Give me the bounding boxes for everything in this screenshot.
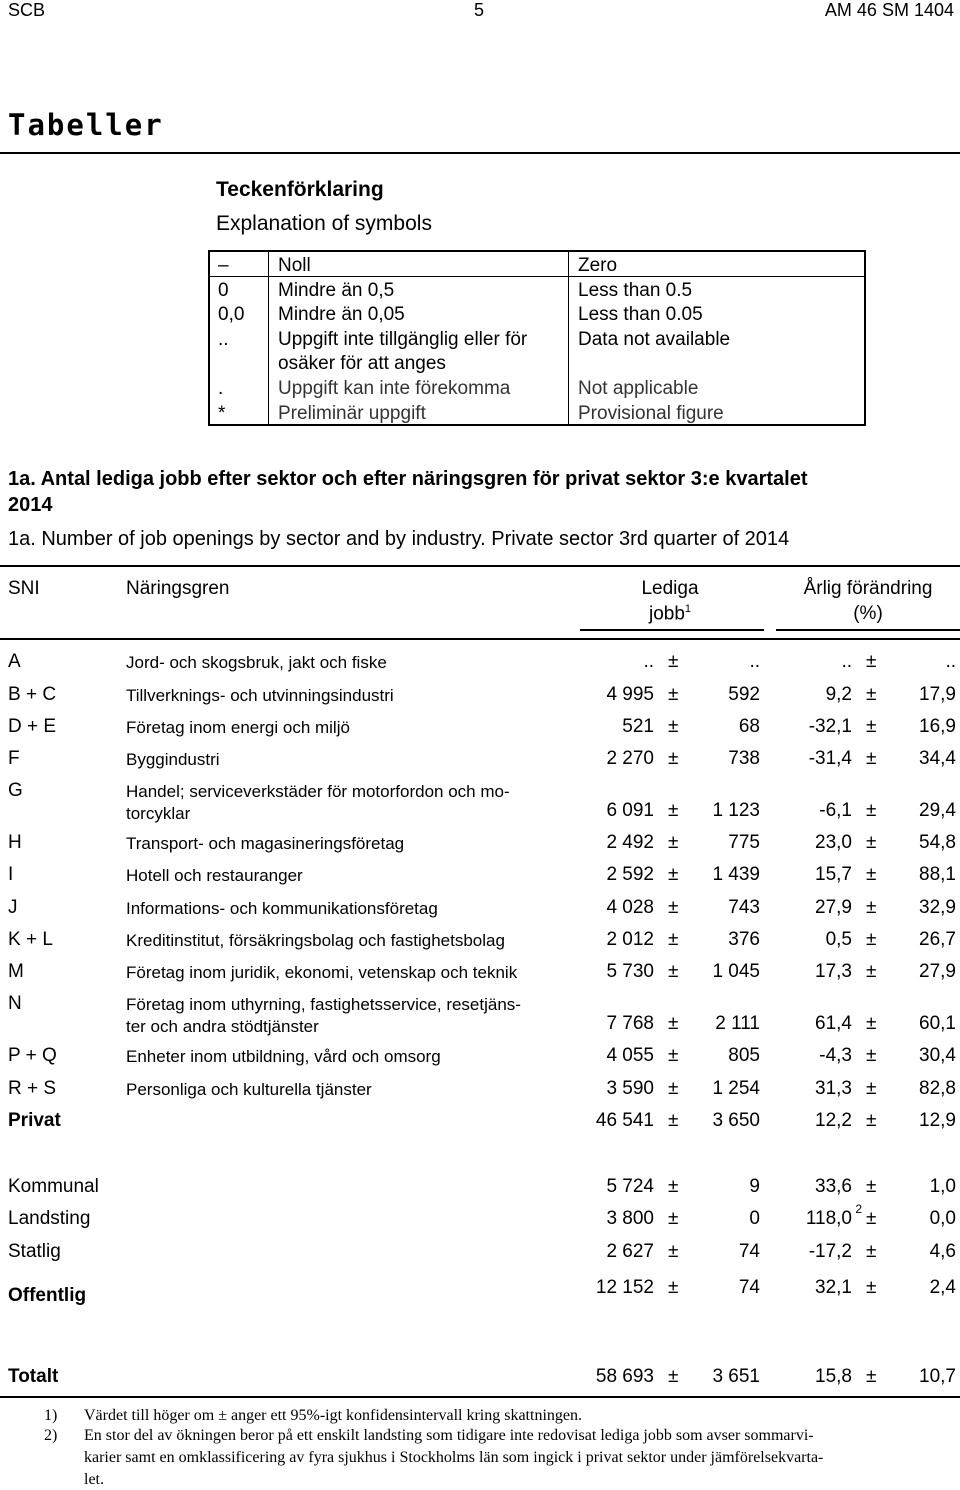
footnote-2-line-1: En stor del av ökningen beror på ett enskilt landsting som tidigare inte redovisat lediga jobb som avser sommarvi- <box>84 1427 814 1444</box>
col-header-change: Årlig förändring <box>803 578 933 599</box>
cell-sni: H <box>8 832 22 853</box>
cell-jobs: 46 541 <box>595 1110 654 1131</box>
plus-minus: ± <box>668 832 679 853</box>
cell-industry: Informations- och kommunikationsföretag <box>126 899 438 918</box>
cell-change-ci: 29,4 <box>919 800 956 821</box>
plus-minus: ± <box>866 1277 877 1298</box>
cell-change-ci: 16,9 <box>919 716 956 737</box>
cell-jobs: 4 028 <box>606 897 654 918</box>
cell-jobs: 5 730 <box>606 961 654 982</box>
plus-minus: ± <box>866 684 877 705</box>
cell-jobs-ci: 74 <box>738 1241 760 1262</box>
plus-minus: ± <box>668 929 679 950</box>
legend-en: Provisional figure <box>578 403 724 424</box>
cell-jobs: 58 693 <box>595 1366 654 1387</box>
cell-industry-cont: torcyklar <box>126 804 191 823</box>
cell-industry: Personliga och kulturella tjänster <box>126 1080 372 1099</box>
plus-minus: ± <box>668 748 679 769</box>
cell-jobs: 5 724 <box>606 1176 654 1197</box>
cell-sector: Landsting <box>8 1208 91 1229</box>
jobs-header-rule <box>580 629 764 631</box>
cell-jobs: 2 270 <box>606 748 654 769</box>
plus-minus: ± <box>866 1241 877 1262</box>
plus-minus: ± <box>668 961 679 982</box>
cell-jobs-ci: 376 <box>728 929 760 950</box>
cell-jobs-ci: 0 <box>749 1208 760 1229</box>
col-header-sni: SNI <box>8 578 40 599</box>
cell-change-ci: 60,1 <box>919 1013 956 1034</box>
cell-industry: Handel; serviceverkstäder för motorfordon och mo- <box>126 782 510 801</box>
legend-symbol: .. <box>218 329 229 350</box>
plus-minus: ± <box>668 1176 679 1197</box>
cell-sni: G <box>8 780 23 801</box>
plus-minus: ± <box>668 651 679 672</box>
legend-en: Less than 0.05 <box>578 304 703 325</box>
legend-symbol: 0,0 <box>218 304 245 325</box>
cell-change: 32,1 <box>815 1277 852 1298</box>
legend-title: Teckenförklaring <box>216 178 384 201</box>
col-header-name: Näringsgren <box>126 578 230 599</box>
cell-change-ci: 10,7 <box>919 1366 956 1387</box>
cell-jobs-ci: 68 <box>738 716 760 737</box>
plus-minus: ± <box>668 1241 679 1262</box>
page-title: Tabeller <box>8 108 164 142</box>
cell-change-ci: .. <box>945 651 956 672</box>
footnote-1-number: 1) <box>44 1407 58 1424</box>
footnote-2-number: 2) <box>44 1427 58 1444</box>
cell-jobs-ci: 3 651 <box>712 1366 760 1387</box>
cell-jobs: 2 492 <box>606 832 654 853</box>
table-caption-en: 1a. Number of job openings by sector and by industry. Private sector 3rd quarter of 2014 <box>8 528 790 550</box>
cell-change-ci: 4,6 <box>929 1241 956 1262</box>
cell-jobs-ci: 9 <box>749 1176 760 1197</box>
cell-jobs: 2 592 <box>606 864 654 885</box>
cell-change-ci: 34,4 <box>919 748 956 769</box>
plus-minus: ± <box>668 1208 679 1229</box>
plus-minus: ± <box>668 1366 679 1387</box>
cell-jobs-ci: 775 <box>728 832 760 853</box>
legend-sv: Uppgift inte tillgänglig eller för <box>278 329 528 350</box>
cell-change: -17,2 <box>808 1241 852 1262</box>
legend-sv: Mindre än 0,05 <box>278 304 405 325</box>
cell-change: .. <box>841 651 852 672</box>
cell-change-ci: 26,7 <box>919 929 956 950</box>
legend-subtitle: Explanation of symbols <box>216 212 432 235</box>
legend-en: Data not available <box>578 329 731 350</box>
cell-sni: B + C <box>8 684 57 705</box>
cell-change: 31,3 <box>815 1078 852 1099</box>
legend-table <box>208 250 866 426</box>
cell-sni: Privat <box>8 1110 61 1131</box>
cell-sni: F <box>8 748 20 769</box>
plus-minus: ± <box>866 800 877 821</box>
legend-sv: Noll <box>278 255 311 276</box>
cell-industry: Företag inom uthyrning, fastighetsservice, resetjäns- <box>126 995 521 1014</box>
title-rule <box>0 152 960 154</box>
plus-minus: ± <box>866 1078 877 1099</box>
legend-symbol: 0 <box>218 280 229 301</box>
legend-sv: Preliminär uppgift <box>278 403 426 424</box>
cell-industry: Jord- och skogsbruk, jakt och fiske <box>126 653 387 672</box>
plus-minus: ± <box>866 1366 877 1387</box>
table-top-rule <box>0 565 960 567</box>
plus-minus: ± <box>866 929 877 950</box>
plus-minus: ± <box>866 1176 877 1197</box>
footnote-2-line-2: karier samt en omklassificering av fyra sjukhus i Stockholms län som ingick i privat sektor under jämförelsekvarta- <box>84 1449 824 1466</box>
plus-minus: ± <box>668 1110 679 1131</box>
cell-change: 118,0 <box>805 1208 852 1229</box>
cell-industry: Företag inom energi och miljö <box>126 718 350 737</box>
table-caption-sv-cont: 2014 <box>8 494 53 516</box>
legend-en: Not applicable <box>578 378 699 399</box>
col-header-change-2: (%) <box>853 603 883 624</box>
plus-minus: ± <box>668 684 679 705</box>
cell-change-ci: 27,9 <box>919 961 956 982</box>
cell-change: 15,8 <box>815 1366 852 1387</box>
cell-jobs-ci: 1 045 <box>712 961 760 982</box>
cell-industry-cont: ter och andra stödtjänster <box>126 1017 319 1036</box>
plus-minus: ± <box>668 716 679 737</box>
cell-jobs-ci: 743 <box>728 897 760 918</box>
cell-industry: Kreditinstitut, försäkringsbolag och fastighetsbolag <box>126 931 505 950</box>
table-header-rule <box>0 638 960 640</box>
col-header-jobs: Lediga <box>641 578 699 599</box>
cell-jobs: 2 012 <box>606 929 654 950</box>
cell-change: -31,4 <box>808 748 852 769</box>
legend-sv-cont: osäker för att anges <box>278 353 446 374</box>
cell-total-label: Totalt <box>8 1366 59 1387</box>
cell-change: -4,3 <box>819 1045 852 1066</box>
plus-minus: ± <box>866 897 877 918</box>
cell-change: 23,0 <box>815 832 852 853</box>
plus-minus: ± <box>866 1110 877 1131</box>
page-number: 5 <box>474 0 485 20</box>
cell-jobs: .. <box>643 651 654 672</box>
table-bottom-rule <box>0 1396 960 1398</box>
legend-en: Zero <box>578 255 618 276</box>
plus-minus: ± <box>866 961 877 982</box>
plus-minus: ± <box>668 1013 679 1034</box>
cell-change: 27,9 <box>815 897 852 918</box>
header-left: SCB <box>8 0 46 20</box>
cell-sni: K + L <box>8 929 53 950</box>
plus-minus: ± <box>668 1277 679 1298</box>
cell-change: 9,2 <box>825 684 852 705</box>
cell-jobs: 521 <box>622 716 654 737</box>
cell-jobs-ci: 1 439 <box>712 864 760 885</box>
cell-change: -6,1 <box>819 800 852 821</box>
cell-change-ci: 1,0 <box>929 1176 956 1197</box>
plus-minus: ± <box>668 1045 679 1066</box>
legend-symbol: – <box>218 255 229 276</box>
legend-symbol: * <box>218 403 226 424</box>
plus-minus: ± <box>668 897 679 918</box>
cell-jobs: 12 152 <box>595 1277 654 1298</box>
cell-change: 61,4 <box>815 1013 852 1034</box>
cell-sni: I <box>8 864 14 885</box>
cell-change-ci: 17,9 <box>919 684 956 705</box>
cell-change-ci: 2,4 <box>929 1277 956 1298</box>
cell-change: 17,3 <box>815 961 852 982</box>
cell-sni: N <box>8 993 22 1014</box>
legend-en: Less than 0.5 <box>578 280 693 301</box>
cell-sector: Kommunal <box>8 1176 99 1197</box>
cell-jobs: 3 590 <box>606 1078 654 1099</box>
cell-change-ci: 88,1 <box>919 864 956 885</box>
cell-industry: Byggindustri <box>126 750 220 769</box>
cell-jobs-ci: 592 <box>728 684 760 705</box>
cell-change: 12,2 <box>815 1110 852 1131</box>
cell-jobs-ci: 74 <box>738 1277 760 1298</box>
plus-minus: ± <box>866 1208 877 1229</box>
cell-industry: Transport- och magasineringsföretag <box>126 834 405 853</box>
plus-minus: ± <box>866 651 877 672</box>
legend-symbol: . <box>218 378 224 399</box>
cell-change-ci: 32,9 <box>919 897 956 918</box>
footnote-1: Värdet till höger om ± anger ett 95%-igt konfidensintervall kring skattningen. <box>84 1407 582 1424</box>
cell-change-ci: 30,4 <box>919 1045 956 1066</box>
cell-change: 15,7 <box>815 864 852 885</box>
cell-sni: M <box>8 961 24 982</box>
footnote-2-line-3: let. <box>84 1471 104 1488</box>
cell-change-ci: 12,9 <box>919 1110 956 1131</box>
plus-minus: ± <box>866 716 877 737</box>
plus-minus: ± <box>668 1078 679 1099</box>
cell-jobs: 7 768 <box>606 1013 654 1034</box>
legend-sv: Mindre än 0,5 <box>278 280 395 301</box>
footnote-ref: 2 <box>855 1202 862 1216</box>
plus-minus: ± <box>668 864 679 885</box>
cell-sector: Statlig <box>8 1241 61 1262</box>
cell-jobs-ci: 738 <box>728 748 760 769</box>
cell-change: 33,6 <box>815 1176 852 1197</box>
plus-minus: ± <box>866 864 877 885</box>
cell-jobs-ci: 2 111 <box>715 1013 760 1034</box>
legend-sv: Uppgift kan inte förekomma <box>278 378 511 399</box>
cell-sector: Offentlig <box>8 1285 87 1306</box>
cell-change-ci: 0,0 <box>929 1208 956 1229</box>
col-header-jobs-2: jobb$^1$ <box>648 603 692 625</box>
cell-sni: R + S <box>8 1078 57 1099</box>
cell-jobs: 6 091 <box>606 800 654 821</box>
cell-sni: D + E <box>8 716 57 737</box>
plus-minus: ± <box>866 1013 877 1034</box>
cell-change-ci: 82,8 <box>919 1078 956 1099</box>
table-caption-sv: 1a. Antal lediga jobb efter sektor och efter näringsgren för privat sektor 3:e kvartalet <box>8 468 808 490</box>
cell-change: 0,5 <box>825 929 852 950</box>
header-right: AM 46 SM 1404 <box>824 0 954 20</box>
cell-jobs: 4 055 <box>606 1045 654 1066</box>
change-header-rule <box>776 629 960 631</box>
cell-jobs-ci: 1 123 <box>712 800 760 821</box>
plus-minus: ± <box>866 748 877 769</box>
cell-change-ci: 54,8 <box>919 832 956 853</box>
cell-sni: P + Q <box>8 1045 57 1066</box>
cell-jobs: 3 800 <box>606 1208 654 1229</box>
cell-industry: Enheter inom utbildning, vård och omsorg <box>126 1047 441 1066</box>
cell-industry: Företag inom juridik, ekonomi, vetenskap och teknik <box>126 963 518 982</box>
cell-jobs: 4 995 <box>606 684 654 705</box>
cell-jobs-ci: 805 <box>728 1045 760 1066</box>
cell-industry: Hotell och restauranger <box>126 866 303 885</box>
plus-minus: ± <box>866 1045 877 1066</box>
plus-minus: ± <box>668 800 679 821</box>
cell-jobs-ci: 1 254 <box>712 1078 760 1099</box>
cell-jobs: 2 627 <box>606 1241 654 1262</box>
cell-jobs-ci: .. <box>749 651 760 672</box>
cell-change: -32,1 <box>808 716 852 737</box>
cell-industry: Tillverknings- och utvinningsindustri <box>126 686 394 705</box>
cell-sni: A <box>8 651 21 672</box>
cell-jobs-ci: 3 650 <box>712 1110 760 1131</box>
cell-sni: J <box>8 897 18 918</box>
plus-minus: ± <box>866 832 877 853</box>
